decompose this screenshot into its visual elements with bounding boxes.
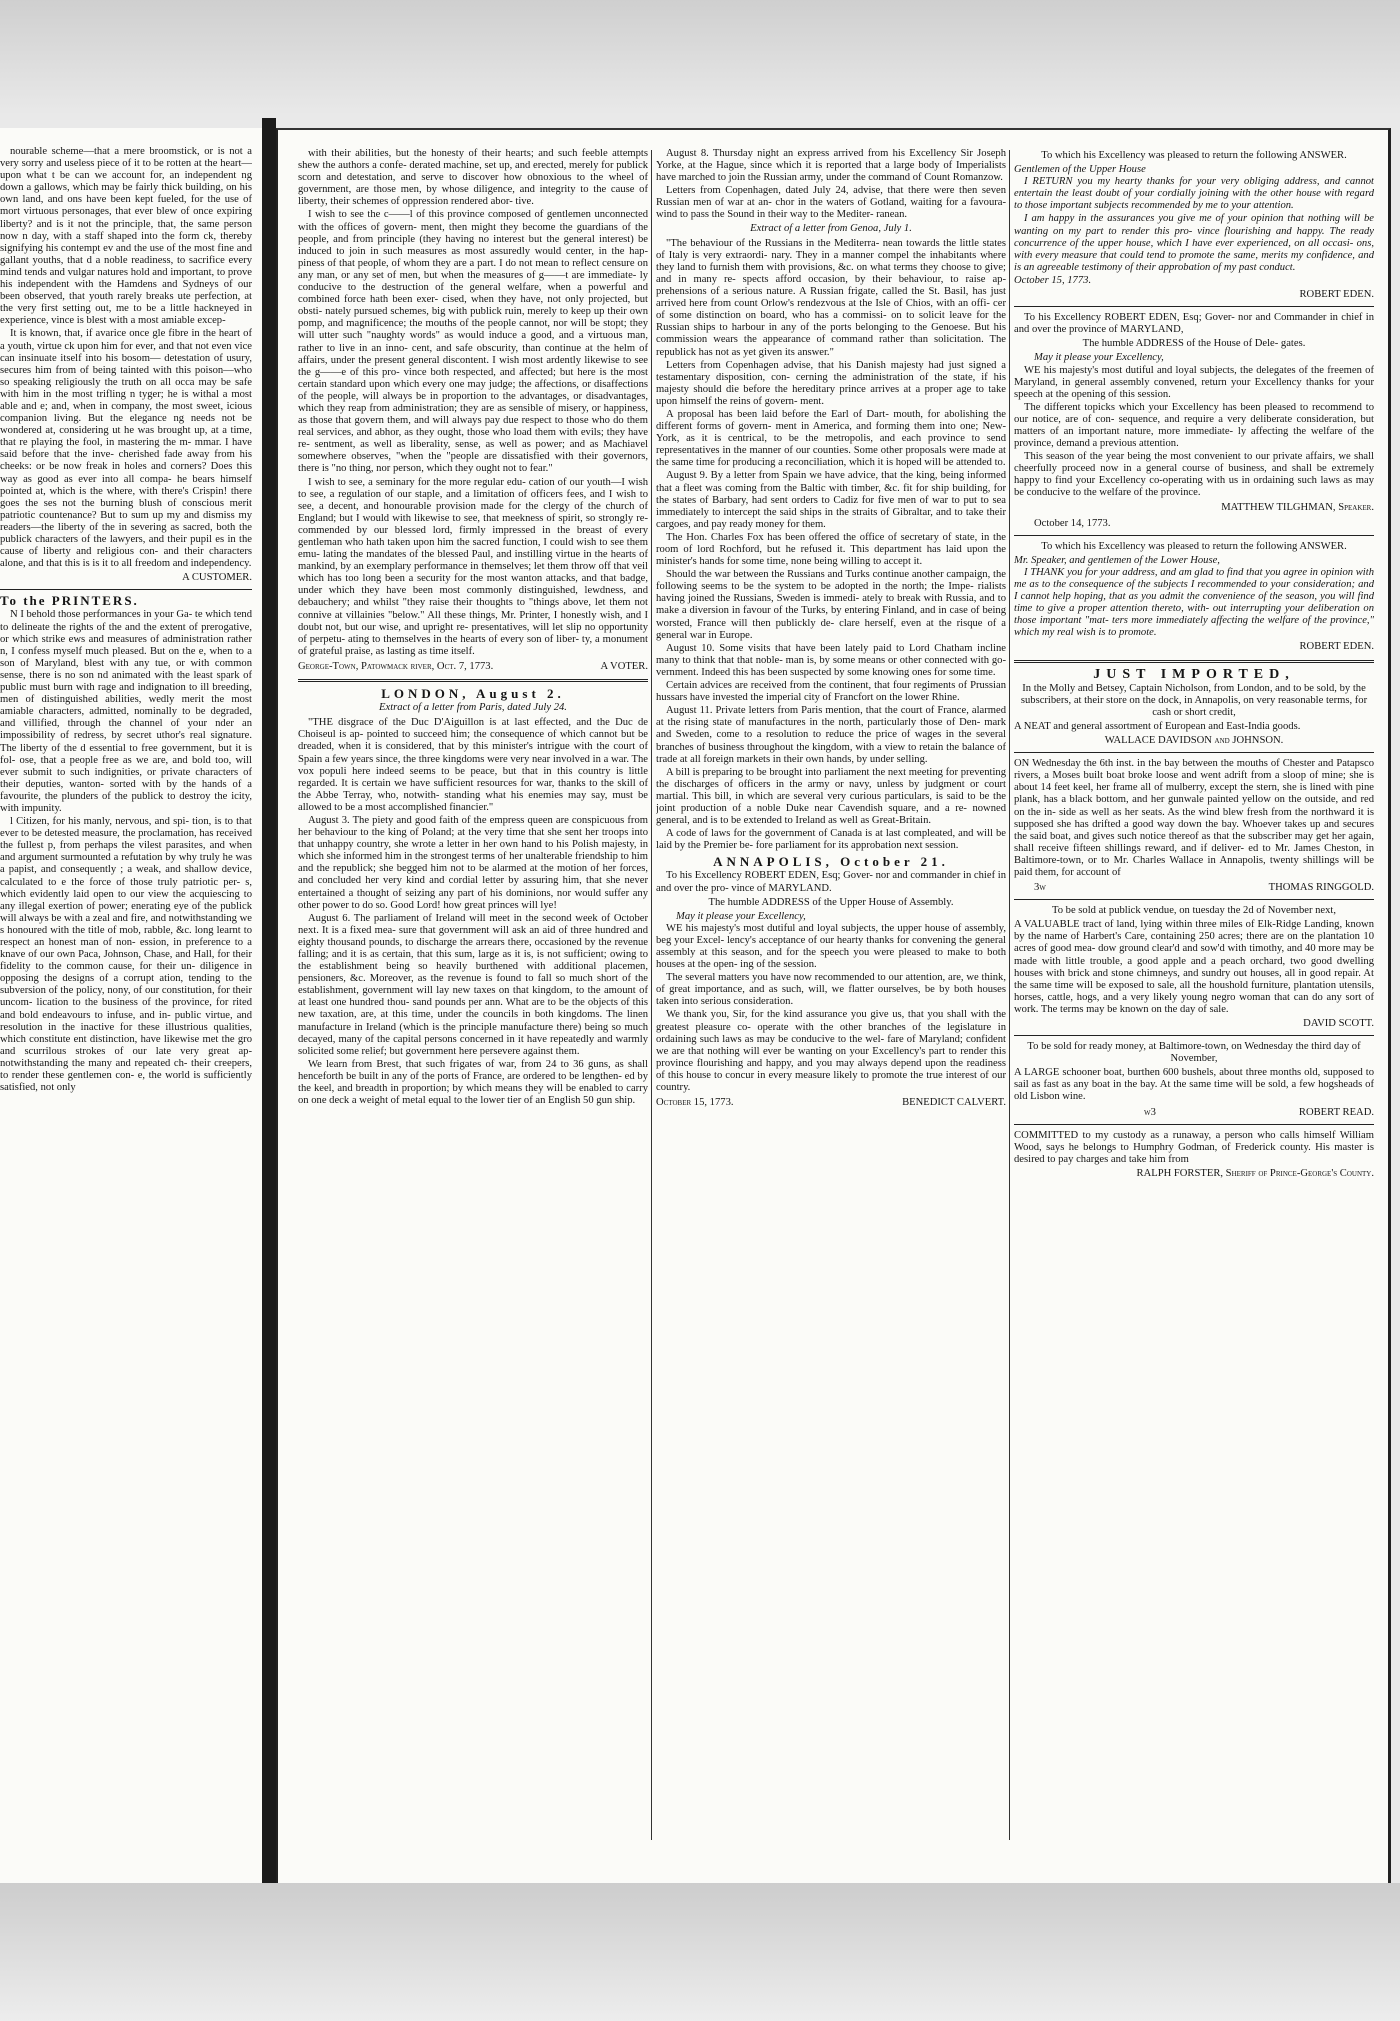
- scan-bottom-margin: [0, 1883, 1400, 2021]
- paragraph: I am happy in the assurances you give me of your opinion that nothing will be wanting on my part to render this pro- vince flourishing and happy. The ready concurrence of the upper house, which I have ever experienced, on all occasi- ons, with every measure that could tend to promote the same, merits my confidence, and is an agreeable testimony of their approbation of my past conduct.: [1014, 213, 1374, 273]
- column-rule: [651, 150, 652, 1840]
- ad-mark: w3: [1144, 1106, 1156, 1118]
- paragraph: August 6. The parliament of Ireland will meet in the second week of October next. It is a fixed mea- sure that government will ask an aid of three hundred and eighty thousand pounds, to discharge the arrears there, occasioned by the revenue falling; and it is as certain, that this sum, large as it is, is not sufficient; owing to the establishment being so heavily burthened with additional placemen, pensioners, &c. Moreover, as the revenue is found to fall so much short of the establishment, government will lay new taxes on that kingdom, to the amount of at least one hundred thou- sand pounds per ann. What are to be the objects of this new taxation, are, at this time, under the councils in both kingdoms. The linen manufacture in Ireland (which is the principle manufacture there) being so much decayed, many of the capital persons concerned in it have repeatedly and warmly solicited some relief; but government here persevere against them.: [298, 912, 648, 1057]
- ad-signature: ROBERT READ.: [1298, 1106, 1374, 1118]
- paragraph: Should the war between the Russians and Turks continue another campaign, the following seems to be the system to be adopted in the north; the Impe- rialists having joined the Russians, Sweden is immedi- ately to break with Russia, and to make a diversion in favour of the Turks, by entering Finland, and in case of being worsted, France will then publickly de- clare herself, even at the risque of a general war in Europe.: [656, 569, 1006, 641]
- signature-row: [1014, 1107, 1374, 1119]
- delegates-title: The humble ADDRESS of the House of Dele- gates.: [1082, 338, 1306, 350]
- ad-body: A NEAT and general assortment of European and East-India goods.: [1014, 720, 1301, 732]
- paragraph: We learn from Brest, that such frigates of war, from 24 to 36 guns, as shall henceforth be built in any of the ports of France, are ordered to be lengthen- ed by the keel, and breadth in proportion; by which means they will be enabled to carry on one deck a weight of metal equal to the lower tier of an English 50 gun ship.: [298, 1058, 648, 1107]
- paragraph: The Hon. Charles Fox has been offered the office of secretary of state, in the room of lord Rochford, but he refused it. This department has laid upon the minister's hands for some time, none being willing to accept it.: [656, 531, 1006, 568]
- column-3: [1014, 148, 1374, 1868]
- paragraph: The different topicks which your Excellency has been pleased to recommend to our notice, are of con- sequence, and require a very deliberate consideration, but matters of an important nature, more immediate- ly affecting the welfare of the province, demand a previous attention.: [1014, 401, 1374, 450]
- paragraph: WE his majesty's most dutiful and loyal subjects, the upper house of assembly, beg your Excel- lency's acceptance of our hearty thanks for convening the general assembly at this season, and for the speech you were pleased to make to both houses at the open- ing of the session.: [656, 922, 1006, 971]
- left-paragraph: N I behold those performances in your Ga- te which tend to delineate the rights of the and the extent of prerogative, or which strike ews and measures of administration rather n, I confess myself much pleased. But on the e, when to a son of Maryland, blest with any tue, or with common sense, there is no son nd animated with the least spark of public must burn with rage and indignation to ill breeding, men of distinguished abilities, wedly merit the most amiable characters, admitted, nominally to be degraded, and villified, through the channel of your nder an impossibility of redress, by secret uthor's real signature. The liberty of the d essential to free government, but it is fol- ose, that a people free as we are, and bold too, will ever submit to such indignities, or private characters of their deputies, wanton- sorted with by the hands of a favourite, the plunders of the publick to destroy the icity, with impunity.: [0, 609, 252, 814]
- column-2: [656, 148, 1006, 1868]
- ad-signature: RALPH FORSTER, Sheriff of Prince-George's County.: [1136, 1167, 1374, 1179]
- divider: [1014, 752, 1374, 753]
- address-title: The humble ADDRESS of the Upper House of Assembly.: [708, 896, 954, 908]
- paragraph: This season of the year being the most convenient to our private affairs, we shall cheerfully proceed now in a general course of business, and shall be extremely happy to find your Excellency co-operating with us in ordaining such laws as may be conducive to the welfare of the province.: [1014, 451, 1374, 499]
- signature-eden: ROBERT EDEN.: [1299, 641, 1374, 653]
- ad-body: COMMITTED to my custody as a runaway, a person who calls himself William Wood, says he belongs to Humphry Godman, of Frederick county. His master is desired to pay charges and take him from: [1014, 1129, 1374, 1165]
- paragraph: A bill is preparing to be brought into parliament the next meeting for preventing the discharges of officers in the army or navy, unless by judgment or court martial. This bill, in which are several very curious particulars, is said to be the joint production of a noble Duke near Cavendish square, and a re- nowned general, and is to be extended to Ireland as well as Great-Britain.: [656, 766, 1006, 827]
- column-1: [298, 148, 648, 1868]
- address-recipient: To his Excellency ROBERT EDEN, Esq; Gover- nor and Commander in chief in and over the province of MARYLAND,: [1014, 312, 1374, 336]
- column-rule: [1009, 150, 1010, 1840]
- signature-calvert: BENEDICT CALVERT.: [902, 1097, 1006, 1109]
- signature-voter: A VOTER.: [600, 660, 648, 672]
- paragraph: August 10. Some visits that have been lately paid to Lord Chatham incline many to think that that noble- man is, by some means or other connected with go- vernment. Indeed this has been suspected by some knowing ones for some time.: [656, 642, 1006, 678]
- paragraph: A code of laws for the government of Canada is at last compleated, and will be laid by the Premier be- fore parliament for its approbation next session.: [656, 828, 1006, 852]
- ad-body: A VALUABLE tract of land, lying within three miles of Elk-Ridge Landing, known by the name of Harbert's Care, containing 250 acres; there are on the plantation 10 acres of good mea- dow ground clear'd and sow'd with timothy, and 40 more may be made with little trouble, a good apple and a peach orchard, two good dwelling houses with brick and stone chimneys, and sundry out houses, all in good repair. At the same time will be exposed to sale, all the houshold furniture, plantation utensils, horses, cattle, hogs, and a very likely young negro woman that can do any sort of work. The terms may be known on the day of sale.: [1014, 919, 1374, 1015]
- ad-signature: DAVID SCOTT.: [1303, 1018, 1374, 1029]
- divider: [1014, 1035, 1374, 1036]
- answer-intro: To which his Excellency was pleased to return the following ANSWER.: [1041, 540, 1347, 552]
- heading-to-printers: To the PRINTERS.: [0, 593, 139, 609]
- paragraph: August 8. Thursday night an express arrived from his Excellency Sir Joseph Yorke, at the Hague, since which it is reported that a large body of Imperialists have marched to join the Russian army, under the command of Count Romanzow.: [656, 148, 1006, 184]
- answer-intro: To which his Excellency was pleased to return the following ANSWER.: [1041, 150, 1347, 161]
- ad-intro: To be sold for ready money, at Baltimore-town, on Wednesday the third day of November,: [1027, 1041, 1361, 1065]
- paragraph: WE his majesty's most dutiful and loyal subjects, the delegates of the freemen of Maryland, in general assembly convened, return your Excellency thanks for your speech at the opening of this session.: [1014, 364, 1374, 400]
- answer-date: October 15, 1773.: [1014, 274, 1092, 286]
- signature-customer: A CUSTOMER.: [182, 572, 252, 584]
- left-paragraph: It is known, that, if avarice once gle fibre in the heart of a youth, virtue ck upon him for ever, and that not even vice can insinuate itself into his bosom— detestation of usury, secures him from of being tainted with this poison—who so speaking religiously the truth on all occa may be safe with him in the most trifling n tyger; he is withal a most able and e; and, when in company, the most sweet, icious companion living. But the elegance ng needs not be wondered at, considering ut he was brought up, at a time, that re playing the fool, in mastering the m- mmar. I have said before that the inve- cherished fade away from his cheeks: or be now freak in holes and corners? Does this way as good as ever into all compa- he bears himself pointed at, which is the where, with there's Crispin! there goes the ses not the burning blush of conscious merit patriotic countenance? But to sum up my and dismiss my readers—the liberty of the in severing as sacred, both the publick characters of the lawyers, and their pupil es in the cause of liberty and religious con- and their characters alone, and that this is is it to all freedom and independency.: [0, 328, 252, 570]
- page-gutter: [262, 118, 276, 1893]
- ad-signature: WALLACE DAVIDSON and JOHNSON.: [1104, 735, 1284, 747]
- genoa-extract-heading: Extract of a letter from Genoa, July 1.: [750, 222, 912, 234]
- divider: [1014, 306, 1374, 307]
- speaker-date: October 14, 1773.: [1034, 517, 1111, 529]
- answer-salutation: Gentlemen of the Upper House: [1014, 164, 1146, 176]
- divider: [1014, 535, 1374, 536]
- signature-tilghman: MATTHEW TILGHMAN, Speaker.: [1221, 501, 1374, 513]
- signature-row: [298, 661, 648, 673]
- ad-intro: In the Molly and Betsey, Captain Nicholson, from London, and to be sold, by the subscribers, at their store on the dock, in Annapolis, on very reasonable terms, for cash or short credit,: [1020, 682, 1368, 718]
- paragraph: August 11. Private letters from Paris mention, that the court of France, alarmed at the rising state of manufactures in the north, particularly those of Den- mark and Sweden, come to a resolution to reduce the price of wages in the several branches of business throughout the kingdom, with a view to retain the balance of trade at all foreign markets in their own hands, by under selling.: [656, 705, 1006, 765]
- paragraph: We thank you, Sir, for the kind assurance you give us, that you shall with the greatest pleasure co- operate with the other branches of the legislature in ordaining such laws as may be conducive to the wel- fare of Maryland; confident we are that nothing will ever be wanting on your Excellency's part to render this province flourishing and happy, and you may always depend upon the readiness of this house to concur in every measure likely to promote the true interest of our country.: [656, 1009, 1006, 1094]
- ad-intro: To be sold at publick vendue, on tuesday the 2d of November next,: [1051, 905, 1337, 917]
- right-page: [276, 128, 1391, 1885]
- just-imported-heading: JUST IMPORTED,: [1093, 666, 1295, 682]
- paragraph: with their abilities, but the honesty of their hearts; and such feeble attempts shew the authors a confe- derated machine, set up, and erected, merely for publick scorn and detestation, and serve to discover how obnoxious to the wheel of government, are those men, by whose diligence, and integrity to the cause of liberty, their schemes of oppression rendered abor- tive.: [298, 148, 648, 208]
- left-page-column: [0, 146, 252, 1866]
- paragraph: August 3. The piety and good faith of the empress queen are conspicuous from her behaviour to the king of Poland; at the very time that she sent her troops into that unhappy country, she wrote a letter in her own hand to his Polish majesty, in which she informed him in the strongest terms of her unalterable friendship to him and the republick; she begged him not to be alarmed at the motion of her forces, and concluded her very kind and cordial letter by assuring him, that she never entertained a thought of seizing any part of his dominions, nor would suffer any other power to do so. Good Lord! how great princes will lye!: [298, 814, 648, 911]
- paragraph: Letters from Copenhagen advise, that his Danish majesty had just signed a testamentary disposition, con- cerning the administration of the state, if his majesty should die before the hereditary prince arrives at a proper age to take upon himself the reins of govern- ment.: [656, 359, 1006, 407]
- paragraph: I RETURN you my hearty thanks for your very obliging address, and cannot entertain the least doubt of your cordially joining with the other house with regard to those important subjects recommended by me to your attention.: [1014, 176, 1374, 212]
- london-heading: LONDON, August 2.: [381, 686, 565, 702]
- left-paragraph: nourable scheme—that a mere broomstick, or is not a very sorry and useless piece of it to be rotten at the heart—upon what t be can we account for, an independent ng down a gallows, which may be fairly thick building, on his own land, and ons have been kept fueled, for the use of mort virtuous personages, that ever blew of once expiring liberty? and is it not the principle, that, the same person now n day, with a staff shaped into the form ck, thereby signifying his contempt ev and the use of the most fine and gallant youths, that d a noble readiness, to sacrifice every mind tends and vulgar natures hold and important, to prove his independent with the Hamdens and Sydneys of our been observed, that youth rarely breaks ute perfection, at the very first setting out, me to be a little hackneyed in experience, vince is blest with a most amiable excep-: [0, 146, 252, 327]
- paragraph: I wish to see, a seminary for the more regular edu- cation of our youth—I wish to see, a regulation of our staple, and a limitation of officers fees, and I wish to see, a decent, and honourable provision made for the clergy of the church of England; but I would with likewise to see, that meekness of spirit, so strongly re- commended by our blessed lord, firmly impressed in the breast of every gentleman who hath taken upon him the sacred function, I could wish to see them emu- lating the mandates of the blessed Paul, and instilling virtue in the hearts of mankind, by an exemplary performance in themselves; let them throw off that veil which has too long been a security for the most wanton attacks, and that badge, under which they have been most commonly distinguished, lewdness, and debauchery; and whilst "they raise their thoughts to "things above, let them not connive at villainies "below." All these things, Mr. Printer, I honestly wish, and I doubt not, but our wise, and upright re- presentatives, will let slip no opportunity of perpetu- ating to themselves in the hearts of every son of liber- ty, a monument of grateful praise, as lasting as time itself.: [298, 476, 648, 657]
- left-paragraph: l Citizen, for his manly, nervous, and spi- tion, is to that ever to be detested measure, the proclamation, has received the fullest p, from perhaps the vilest parasites, and when and argument surmounted a refutation by why truly he was a papist, and consequently ; a weak, and shallow device, calculated to e the force of those truly patriotic per- s, which evidently laid open to our view the acquiescing to any illegal exertion of power; enerating eye of the publick will always be with a zeal and fire, and notwithstanding we s honoured with the title of mob, rabble, &c. long learnt to respect an honest man of non- ession, in preference to a knave of our own Paca, Johnson, Chase, and Hall, for their fidelity to the common cause, for their un- diligence in opposing the designs of a corrupt ation, tending to the subversion of the policy, nony, of our constitution, for their uncom- lication to the business of the province, for rited and bold endeavours to infuse, and in- public virtue, and resolution in the inactive for these illustrious qualities, which constitute ent distinction, have likewise met the gro and scurrilous strokes of our late very great ap- notwithstanding the many and repeated ch- their creepers, to render these gentlemen con- e, the world is sufficiently satisfied, not only: [0, 816, 252, 1094]
- ad-body: ON Wednesday the 6th inst. in the bay between the mouths of Chester and Patapsco rivers, a Moses built boat broke loose and went adrift from a sloop of mine; she is about 14 feet keel, her frame all of mulberry, except the stern, she is lined with pine plank, has a black bottom, and her gunwale painted yellow on the outside, and red on the in- side as well as her seats. As the wind blew fresh from the northward it is supposed she has drifted a good way down the bay. Whoever takes up and secures the said boat, and gives such notice thereof as that the subscriber may get her again, shall receive fifteen shillings reward, and if deliver- ed to Mr. James Cheston, in Baltimore-town, or to Mr. Charles Wallace in Annapolis, twenty shillings will be paid them, for account of: [1014, 758, 1374, 878]
- double-divider: [1014, 660, 1374, 663]
- signature-place: George-Town, Patowmack river, Oct. 7, 1773.: [298, 660, 494, 672]
- double-divider: [298, 679, 648, 682]
- address-recipient: To his Excellency ROBERT EDEN, Esq; Gover- nor and commander in chief in and over the pro- vince of MARYLAND.: [656, 870, 1006, 894]
- paragraph: I THANK you for your address, and am glad to find that you agree in opinion with me as to the consequence of the subjects I recommended to your consideration; and I cannot help hoping, that as you admit the convenience of the season, you will find time to give a proper attention thereto, with- out interrupting your deliberation on those important "mat- ters more immediately affecting the welfare of the province," which my real wish is to promote.: [1014, 566, 1374, 639]
- signature-date: October 15, 1773.: [656, 1097, 734, 1109]
- ad-signature: THOMAS RINGGOLD.: [1268, 882, 1374, 894]
- scan-top-margin: [0, 0, 1400, 115]
- signature-eden: ROBERT EDEN.: [1299, 289, 1374, 301]
- ad-body: A LARGE schooner boat, burthen 600 bushels, about three months old, supposed to sail as fast as any boat in the bay. At the same time will be sold, a few hogsheads of old Lisbon wine.: [1014, 1067, 1374, 1103]
- paragraph: Certain advices are received from the continent, that four regiments of Prussian hussars have invested the imperial city of Francfort on the lower Rhine.: [656, 680, 1006, 704]
- paragraph: A proposal has been laid before the Earl of Dart- mouth, for abolishing the different forms of govern- ment in America, and forming them into one; New- York, as it is centrical, to be the metropolis, and each province to send representatives in the manner of our counties. Some other proposals were made at the same time for producing a reconciliation, which it is hoped will be attended to.: [656, 408, 1006, 469]
- paragraph: August 9. By a letter from Spain we have advice, that the king, being informed that a fleet was coming from the Baltic with timber, &c. fit for ship building, for the states of Barbary, had sent orders to Cadiz for five men of war to put to sea immediately to intercept the said ships in the straits of Gibraltar, and to take their cargoes, and pay ready money for them.: [656, 470, 1006, 530]
- salutation: May it please your Excellency,: [676, 910, 806, 922]
- annapolis-heading: ANNAPOLIS, October 21.: [713, 854, 949, 870]
- signature-row: [656, 1097, 1006, 1109]
- divider: [1014, 1124, 1374, 1125]
- left-page: [0, 128, 262, 1883]
- paragraph: "THE disgrace of the Duc D'Aiguillon is at last effected, and the Duc de Choiseul is ap- pointed to succeed him; the consequence of which cannot but be dreaded, when it is considered, that by this minister's intrigue with the court of Spain a few years since, the three kingdoms were very near involved in a war. The vox populi here indeed seems to be peace, but that in this country is little regarded. It is certain we have sufficient resources for war, thanks to the skill of the Abbe Terray, who, notwith- standing what his enemies may say, must be allowed to be a most accomplished financier.": [298, 717, 648, 813]
- divider: [0, 589, 252, 590]
- paragraph: The several matters you have now recommended to our attention, are, we think, of great importance, and as such, will, we flatter ourselves, be by both houses taken into serious consideration.: [656, 972, 1006, 1008]
- london-subheading: Extract of a letter from Paris, dated July 24.: [379, 702, 567, 714]
- paragraph: Letters from Copenhagen, dated July 24, advise, that there were then seven Russian men of war at an- chor in the waters of Gotland, waiting for a favoura- wind to pass the Sound in their way to the Mediter- ranean.: [656, 185, 1006, 221]
- signature-row: [1014, 882, 1374, 894]
- paragraph: "The behaviour of the Russians in the Mediterra- nean towards the little states of Italy is very extraordi- nary. They in a manner compel the inhabitants where they land to furnish them with provisions, &c. on what terms they choose to give; and in many re- spects afford occasion, by their behaviour, to raise ap- prehensions of a serious nature. A Russian frigate, called the St. Basil, has just arrived here from count Orlow's rendezvous at the Isle of Chios, with an offi- cer of some distinction on board, who has a commissi- on to solicit leave for the Russian ships to harbour in any of the ports belonging to the Genoese. But his commission wears the appearance of command rather than solicitation. The republick has not as yet given its answer.": [656, 237, 1006, 358]
- ad-mark: 3w: [1034, 882, 1046, 894]
- salutation: May it please your Excellency,: [1034, 352, 1164, 364]
- paragraph: I wish to see the c——l of this province composed of gentlemen unconnected with the offices of govern- ment, then might they become the guardians of the people, and from principle (they having no interest but the general interest) be induced to join in such measures as most assuredly would center, in the hap- piness of that people, of whom they are a part. I do not mean to reflect censure on any man, or any set of men, but when the measures of g——t are immediate- ly conducive to the destruction of the general welfare, when a powerful and combined force hath been exer- cised, when they have, not only projected, but obsti- nately pursued schemes, big with publick ruin, merely to keep up their own pomp, and magnificence; the mouths of the people cannot, nor will be stopt; they will utter such "naughty words" as would induce a good, and a virtuous man, rather to live in an inno- cent, and safe obscurity, than continue at the helm of affairs, under the present general discontent. I wish most ardently likewise to see the g——e of this pro- vince both respected, and affected; but here is the most certain standard upon which every one may judge; the affections, or disaffections of the people, will always be in proportion to the advantages, or disadvantages, which they reap from administration; they are as sensible of misery, or happiness, as those that govern them, and will always pay due respect to those who do them real services, and abhor, as they ought, those who load them with evils; they have re- sentment, as well as liberality, sense, as well as power; and as Machiavel somewhere observes, "when the "people are dissatisfied with their governors, there is "no thing, nor person, which they ought not to fear.": [298, 209, 648, 475]
- divider: [1014, 899, 1374, 900]
- answer-salutation: Mr. Speaker, and gentlemen of the Lower House,: [1014, 554, 1220, 566]
